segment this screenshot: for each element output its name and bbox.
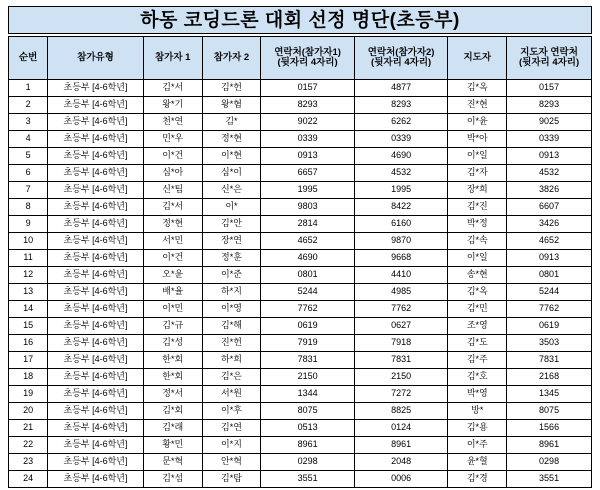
cell-participant2: 김*해 <box>202 318 261 335</box>
cell-num: 3 <box>9 114 48 131</box>
cell-num: 21 <box>9 420 48 437</box>
cell-phone2: 7272 <box>354 386 448 403</box>
cell-participant1: 이*건 <box>143 250 202 267</box>
column-header-type-line1: 참가유형 <box>77 52 114 64</box>
column-header-coach-phone-line1: 지도자 연락처 <box>520 47 578 59</box>
cell-phone2: 4410 <box>354 267 448 284</box>
cell-phone2: 1995 <box>354 182 448 199</box>
cell-phone2: 7831 <box>354 352 448 369</box>
cell-coach: 김*호 <box>448 369 507 386</box>
cell-coach-phone: 3503 <box>507 335 592 352</box>
cell-coach: 김*속 <box>448 233 507 250</box>
cell-coach-phone: 2168 <box>507 369 592 386</box>
cell-participant2: 왕*혐 <box>202 97 261 114</box>
table-row <box>9 182 592 199</box>
cell-phone2: 9870 <box>354 233 448 250</box>
cell-coach-phone: 0339 <box>507 131 592 148</box>
cell-coach: 김*자 <box>448 165 507 182</box>
cell-phone1: 8961 <box>261 437 355 454</box>
cell-participant2: 신*은 <box>202 182 261 199</box>
cell-participant1: 김*성 <box>143 335 202 352</box>
cell-phone2: 0006 <box>354 471 448 488</box>
cell-participant2: 김*헌 <box>202 80 261 97</box>
cell-coach: 박*정 <box>448 216 507 233</box>
cell-phone1: 3551 <box>261 471 355 488</box>
cell-coach-phone: 0913 <box>507 250 592 267</box>
table-header-row <box>9 37 592 80</box>
cell-coach: 송*현 <box>448 267 507 284</box>
cell-phone1: 0339 <box>261 131 355 148</box>
cell-num: 10 <box>9 233 48 250</box>
cell-coach-phone: 4652 <box>507 233 592 250</box>
cell-phone1: 1344 <box>261 386 355 403</box>
cell-coach: 김*옥 <box>448 284 507 301</box>
cell-type: 초등부 [4-6학년] <box>48 420 144 437</box>
column-header-phone2 <box>354 37 448 80</box>
cell-participant1: 김*서 <box>143 199 202 216</box>
cell-phone2: 0124 <box>354 420 448 437</box>
cell-participant1: 오*윤 <box>143 267 202 284</box>
table-header <box>9 37 592 80</box>
cell-participant2: 김*은 <box>202 369 261 386</box>
cell-phone1: 7831 <box>261 352 355 369</box>
cell-phone2: 7918 <box>354 335 448 352</box>
cell-participant1: 배*율 <box>143 284 202 301</box>
cell-phone1: 0913 <box>261 148 355 165</box>
cell-phone1: 9803 <box>261 199 355 216</box>
cell-type: 초등부 [4-6학년] <box>48 403 144 420</box>
cell-phone1: 2814 <box>261 216 355 233</box>
cell-type: 초등부 [4-6학년] <box>48 114 144 131</box>
cell-coach-phone: 8961 <box>507 437 592 454</box>
cell-participant1: 이*민 <box>143 301 202 318</box>
cell-participant2: 정*현 <box>202 131 261 148</box>
table-row <box>9 233 592 250</box>
cell-coach: 윤*혈 <box>448 454 507 471</box>
cell-coach: 김*주 <box>448 352 507 369</box>
cell-type: 초등부 [4-6학년] <box>48 284 144 301</box>
cell-participant2: 진*헌 <box>202 335 261 352</box>
cell-phone1: 6657 <box>261 165 355 182</box>
cell-phone1: 4690 <box>261 250 355 267</box>
cell-phone2: 4690 <box>354 148 448 165</box>
table-row <box>9 267 592 284</box>
cell-coach-phone: 9025 <box>507 114 592 131</box>
cell-phone1: 2150 <box>261 369 355 386</box>
cell-coach-phone: 1566 <box>507 420 592 437</box>
table-row <box>9 250 592 267</box>
column-header-phone2-line2: (뒷자리 4자리) <box>371 57 432 68</box>
cell-participant1: 민*우 <box>143 131 202 148</box>
cell-coach-phone: 3426 <box>507 216 592 233</box>
cell-phone2: 6160 <box>354 216 448 233</box>
cell-coach-phone: 1345 <box>507 386 592 403</box>
cell-participant1: 김*섬 <box>143 471 202 488</box>
cell-phone2: 4877 <box>354 80 448 97</box>
cell-phone2: 8293 <box>354 97 448 114</box>
column-header-coach-phone <box>507 37 592 80</box>
cell-participant2: 이*영 <box>202 301 261 318</box>
table-row <box>9 386 592 403</box>
cell-num: 22 <box>9 437 48 454</box>
cell-coach: 장*희 <box>448 182 507 199</box>
table-row <box>9 454 592 471</box>
cell-coach: 이*윤 <box>448 114 507 131</box>
cell-coach-phone: 8293 <box>507 97 592 114</box>
cell-num: 12 <box>9 267 48 284</box>
cell-type: 초등부 [4-6학년] <box>48 318 144 335</box>
cell-participant1: 정*서 <box>143 386 202 403</box>
cell-type: 초등부 [4-6학년] <box>48 437 144 454</box>
table-row <box>9 148 592 165</box>
table-row <box>9 97 592 114</box>
cell-phone2: 0627 <box>354 318 448 335</box>
cell-coach-phone: 6607 <box>507 199 592 216</box>
column-header-num-line1: 순번 <box>18 52 38 64</box>
table-row <box>9 80 592 97</box>
cell-coach: 김*경 <box>448 471 507 488</box>
cell-coach: 방* <box>448 403 507 420</box>
cell-num: 6 <box>9 165 48 182</box>
table-row <box>9 352 592 369</box>
cell-phone1: 0298 <box>261 454 355 471</box>
column-header-participant2 <box>202 37 261 80</box>
cell-participant1: 왕*기 <box>143 97 202 114</box>
cell-participant2: 이*현 <box>202 148 261 165</box>
column-header-participant1-line1: 참가자 1 <box>154 52 191 64</box>
table-row <box>9 216 592 233</box>
column-header-phone1-line1: 연락처(참가자1) <box>274 47 341 59</box>
cell-type: 초등부 [4-6학년] <box>48 233 144 250</box>
cell-coach: 조*영 <box>448 318 507 335</box>
cell-type: 초등부 [4-6학년] <box>48 216 144 233</box>
cell-phone1: 1995 <box>261 182 355 199</box>
cell-participant1: 신*팀 <box>143 182 202 199</box>
cell-participant2: 김*안 <box>202 216 261 233</box>
page-title: 하동 코딩드론 대회 선정 명단(초등부) <box>140 9 460 31</box>
cell-coach: 박*아 <box>448 131 507 148</box>
cell-type: 초등부 [4-6학년] <box>48 454 144 471</box>
cell-phone1: 0619 <box>261 318 355 335</box>
cell-coach-phone: 0619 <box>507 318 592 335</box>
table-row <box>9 318 592 335</box>
cell-coach-phone: 0298 <box>507 454 592 471</box>
cell-participant2: 김*연 <box>202 420 261 437</box>
cell-phone1: 0801 <box>261 267 355 284</box>
cell-type: 초등부 [4-6학년] <box>48 301 144 318</box>
cell-coach: 김*진 <box>448 199 507 216</box>
cell-type: 초등부 [4-6학년] <box>48 131 144 148</box>
cell-coach-phone: 7831 <box>507 352 592 369</box>
cell-type: 초등부 [4-6학년] <box>48 335 144 352</box>
table-row <box>9 369 592 386</box>
cell-coach-phone: 0801 <box>507 267 592 284</box>
cell-phone2: 0339 <box>354 131 448 148</box>
cell-phone1: 8293 <box>261 97 355 114</box>
cell-participant1: 한*회 <box>143 352 202 369</box>
cell-phone2: 8825 <box>354 403 448 420</box>
cell-participant2: 이*후 <box>202 403 261 420</box>
cell-coach-phone: 0913 <box>507 148 592 165</box>
cell-type: 초등부 [4-6학년] <box>48 97 144 114</box>
cell-num: 19 <box>9 386 48 403</box>
cell-coach: 이*일 <box>448 148 507 165</box>
cell-phone2: 4532 <box>354 165 448 182</box>
cell-participant2: 장*연 <box>202 233 261 250</box>
cell-phone2: 6262 <box>354 114 448 131</box>
cell-phone2: 9668 <box>354 250 448 267</box>
column-header-participant1 <box>143 37 202 80</box>
cell-num: 9 <box>9 216 48 233</box>
cell-type: 초등부 [4-6학년] <box>48 352 144 369</box>
cell-participant1: 정*현 <box>143 216 202 233</box>
cell-coach: 진*현 <box>448 97 507 114</box>
table-row <box>9 437 592 454</box>
cell-num: 24 <box>9 471 48 488</box>
cell-type: 초등부 [4-6학년] <box>48 267 144 284</box>
cell-num: 8 <box>9 199 48 216</box>
cell-coach: 김*민 <box>448 301 507 318</box>
table-row <box>9 199 592 216</box>
cell-participant2: 하*희 <box>202 352 261 369</box>
cell-coach-phone: 8075 <box>507 403 592 420</box>
cell-phone2: 4985 <box>354 284 448 301</box>
cell-type: 초등부 [4-6학년] <box>48 250 144 267</box>
cell-num: 1 <box>9 80 48 97</box>
cell-participant1: 김*규 <box>143 318 202 335</box>
cell-phone1: 0157 <box>261 80 355 97</box>
cell-participant2: 심*이 <box>202 165 261 182</box>
cell-num: 11 <box>9 250 48 267</box>
cell-coach-phone: 5244 <box>507 284 592 301</box>
roster-table <box>8 36 592 488</box>
cell-phone2: 7762 <box>354 301 448 318</box>
cell-coach-phone: 3551 <box>507 471 592 488</box>
cell-coach-phone: 4532 <box>507 165 592 182</box>
cell-num: 7 <box>9 182 48 199</box>
cell-participant1: 김*회 <box>143 403 202 420</box>
table-row <box>9 335 592 352</box>
cell-num: 15 <box>9 318 48 335</box>
column-header-num <box>9 37 48 80</box>
cell-phone1: 8075 <box>261 403 355 420</box>
cell-participant1: 김*래 <box>143 420 202 437</box>
column-header-coach-line1: 지도자 <box>463 52 492 64</box>
cell-type: 초등부 [4-6학년] <box>48 80 144 97</box>
table-row <box>9 165 592 182</box>
table-row <box>9 301 592 318</box>
cell-participant2: 김* <box>202 114 261 131</box>
cell-participant1: 이*건 <box>143 148 202 165</box>
cell-type: 초등부 [4-6학년] <box>48 471 144 488</box>
cell-participant1: 한*회 <box>143 369 202 386</box>
cell-participant2: 안*혁 <box>202 454 261 471</box>
column-header-participant2-line1: 참가자 2 <box>213 52 250 64</box>
cell-coach: 이*주 <box>448 437 507 454</box>
column-header-type <box>48 37 144 80</box>
cell-participant1: 황*민 <box>143 437 202 454</box>
cell-coach: 박*영 <box>448 386 507 403</box>
cell-num: 16 <box>9 335 48 352</box>
cell-type: 초등부 [4-6학년] <box>48 148 144 165</box>
cell-participant2: 서*원 <box>202 386 261 403</box>
cell-participant1: 심*아 <box>143 165 202 182</box>
column-header-phone1 <box>261 37 355 80</box>
table-row <box>9 284 592 301</box>
cell-phone2: 8961 <box>354 437 448 454</box>
cell-phone1: 5244 <box>261 284 355 301</box>
cell-participant2: 이*지 <box>202 437 261 454</box>
cell-num: 5 <box>9 148 48 165</box>
cell-type: 초등부 [4-6학년] <box>48 182 144 199</box>
cell-num: 18 <box>9 369 48 386</box>
cell-phone1: 7919 <box>261 335 355 352</box>
cell-num: 23 <box>9 454 48 471</box>
cell-type: 초등부 [4-6학년] <box>48 199 144 216</box>
cell-participant1: 김*서 <box>143 80 202 97</box>
cell-participant2: 이*준 <box>202 267 261 284</box>
cell-phone1: 9022 <box>261 114 355 131</box>
table-row <box>9 420 592 437</box>
cell-participant1: 문*혁 <box>143 454 202 471</box>
cell-coach: 김*옥 <box>448 80 507 97</box>
cell-coach-phone: 3826 <box>507 182 592 199</box>
cell-coach: 김*도 <box>448 335 507 352</box>
cell-num: 2 <box>9 97 48 114</box>
table-row <box>9 131 592 148</box>
cell-phone2: 2048 <box>354 454 448 471</box>
cell-num: 17 <box>9 352 48 369</box>
cell-participant1: 서*민 <box>143 233 202 250</box>
cell-type: 초등부 [4-6학년] <box>48 165 144 182</box>
table-row <box>9 114 592 131</box>
table-body <box>9 80 592 488</box>
column-header-coach-phone-line2: (뒷자리 4자리) <box>518 57 580 68</box>
cell-participant1: 천*연 <box>143 114 202 131</box>
cell-num: 20 <box>9 403 48 420</box>
cell-phone1: 4652 <box>261 233 355 250</box>
cell-coach-phone: 0157 <box>507 80 592 97</box>
cell-phone2: 2150 <box>354 369 448 386</box>
cell-participant2: 김*탐 <box>202 471 261 488</box>
cell-num: 13 <box>9 284 48 301</box>
cell-type: 초등부 [4-6학년] <box>48 369 144 386</box>
cell-coach: 이*일 <box>448 250 507 267</box>
cell-coach: 김*용 <box>448 420 507 437</box>
cell-participant2: 이* <box>202 199 261 216</box>
column-header-coach <box>448 37 507 80</box>
cell-type: 초등부 [4-6학년] <box>48 386 144 403</box>
column-header-phone2-line1: 연락처(참가자2) <box>367 47 435 59</box>
cell-num: 4 <box>9 131 48 148</box>
cell-coach-phone: 7762 <box>507 301 592 318</box>
cell-num: 14 <box>9 301 48 318</box>
cell-phone1: 0513 <box>261 420 355 437</box>
cell-participant2: 정*훈 <box>202 250 261 267</box>
table-row <box>9 403 592 420</box>
cell-participant2: 하*지 <box>202 284 261 301</box>
cell-phone1: 7762 <box>261 301 355 318</box>
table-row <box>9 471 592 488</box>
cell-phone2: 8422 <box>354 199 448 216</box>
column-header-phone1-line2: (뒷자리 4자리) <box>277 57 338 68</box>
document-title-bar <box>8 6 592 34</box>
